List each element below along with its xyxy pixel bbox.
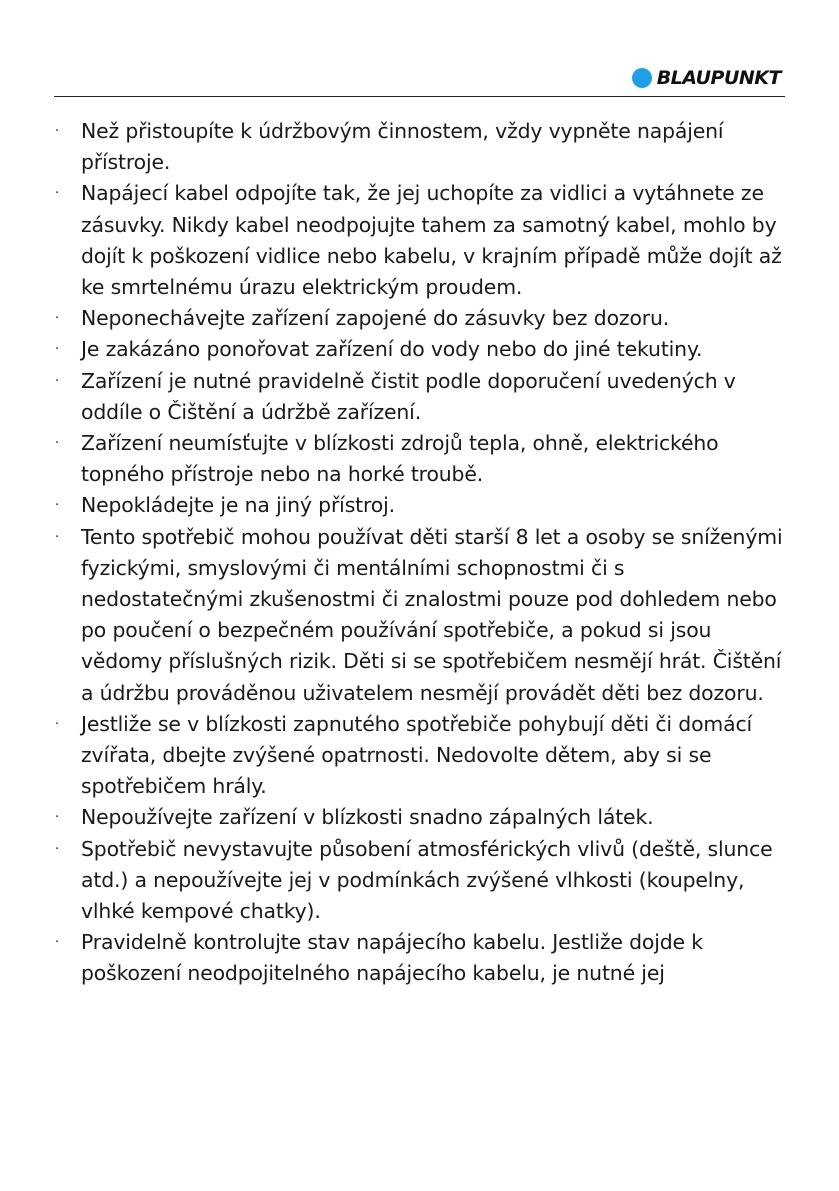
list-item [54, 709, 789, 803]
bullet-icon: · [55, 841, 59, 857]
list-item [54, 428, 789, 490]
bullet-icon: · [55, 529, 59, 545]
list-item-text: Nepoužívejte zařízení v blízkosti snadno zápalných látek. [81, 805, 654, 830]
bullet-icon: · [55, 186, 59, 202]
list-item [54, 927, 789, 989]
bullet-icon: · [55, 935, 59, 951]
list-item-text: Tento spotřebič mohou používat děti starší 8 let a osoby se sníženými fyzickými, smyslovými či mentálními schopnostmi či s nedostatečnými zkušenostmi či znalostmi pouze pod dohledem nebo po poučení o bezpečném používání spotřebiče, a pokud si jsou vědomy příslušných rizik. Děti si se spotřebičem nesmějí hrát. Čištění a údržbu prováděnou uživatelem nesmějí provádět děti bez dozoru. [81, 524, 783, 705]
list-item [54, 490, 789, 521]
brand-dot-icon [632, 68, 652, 88]
list-item [54, 802, 789, 833]
list-item [54, 366, 789, 428]
list-item-text: Neponechávejte zařízení zapojené do zásuvky bez dozoru. [81, 306, 670, 331]
bullet-icon: · [55, 810, 59, 826]
bullet-icon: · [55, 716, 59, 732]
list-item [54, 334, 789, 365]
bullet-icon: · [55, 124, 59, 139]
bullet-icon: · [55, 436, 59, 452]
list-item-text: Nepokládejte je na jiný přístroj. [81, 493, 395, 518]
list-item [54, 522, 789, 709]
bullet-icon: · [55, 373, 59, 389]
brand-name: BLAUPUNKT [656, 67, 781, 89]
brand-logo [632, 67, 781, 89]
list-item-text: Je zakázáno ponořovat zařízení do vody nebo do jiné tekutiny. [81, 337, 703, 362]
list-item-text: Pravidelně kontrolujte stav napájecího kabelu. Jestliže dojde k poškození neodpojitelného napájecího kabelu, je nutné jej [81, 930, 703, 986]
list-item-text: Spotřebič nevystavujte působení atmosférických vlivů (deště, slunce atd.) a nepoužívejte jej v podmínkách zvýšené vlhkosti (koupelny, vlhké kempové chatky). [81, 836, 773, 924]
list-item-text: Zařízení je nutné pravidelně čistit podle doporučení uvedených v oddíle o Čištění a údržbě zařízení. [81, 368, 736, 424]
list-item [54, 116, 789, 178]
list-item [54, 834, 789, 928]
list-item-text: Jestliže se v blízkosti zapnutého spotřebiče pohybují děti či domácí zvířata, dbejte zvýšené opatrnosti. Nedovolte dětem, aby si se spotřebičem hrály. [81, 711, 753, 799]
list-item-text: Zařízení neumísťujte v blízkosti zdrojů tepla, ohně, elektrického topného přístroje nebo na horké troubě. [81, 431, 719, 487]
bullet-icon: · [55, 311, 59, 327]
instruction-list [54, 116, 789, 990]
bullet-icon: · [55, 342, 59, 358]
list-item [54, 178, 789, 303]
list-item [54, 303, 789, 334]
list-item-text: Než přistoupíte k údržbovým činnostem, vždy vypněte napájení přístroje. [81, 119, 724, 175]
list-item-text: Napájecí kabel odpojíte tak, že jej uchopíte za vidlici a vytáhnete ze zásuvky. Nikdy kabel neodpojujte tahem za samotný kabel, mohlo by dojít k poškození vidlice nebo kabelu, v krajním případě může dojít až ke smrtelnému úrazu elektrickým proudem. [81, 181, 782, 300]
bullet-icon: · [55, 498, 59, 514]
safety-instructions [54, 116, 789, 990]
header-divider [54, 96, 785, 97]
